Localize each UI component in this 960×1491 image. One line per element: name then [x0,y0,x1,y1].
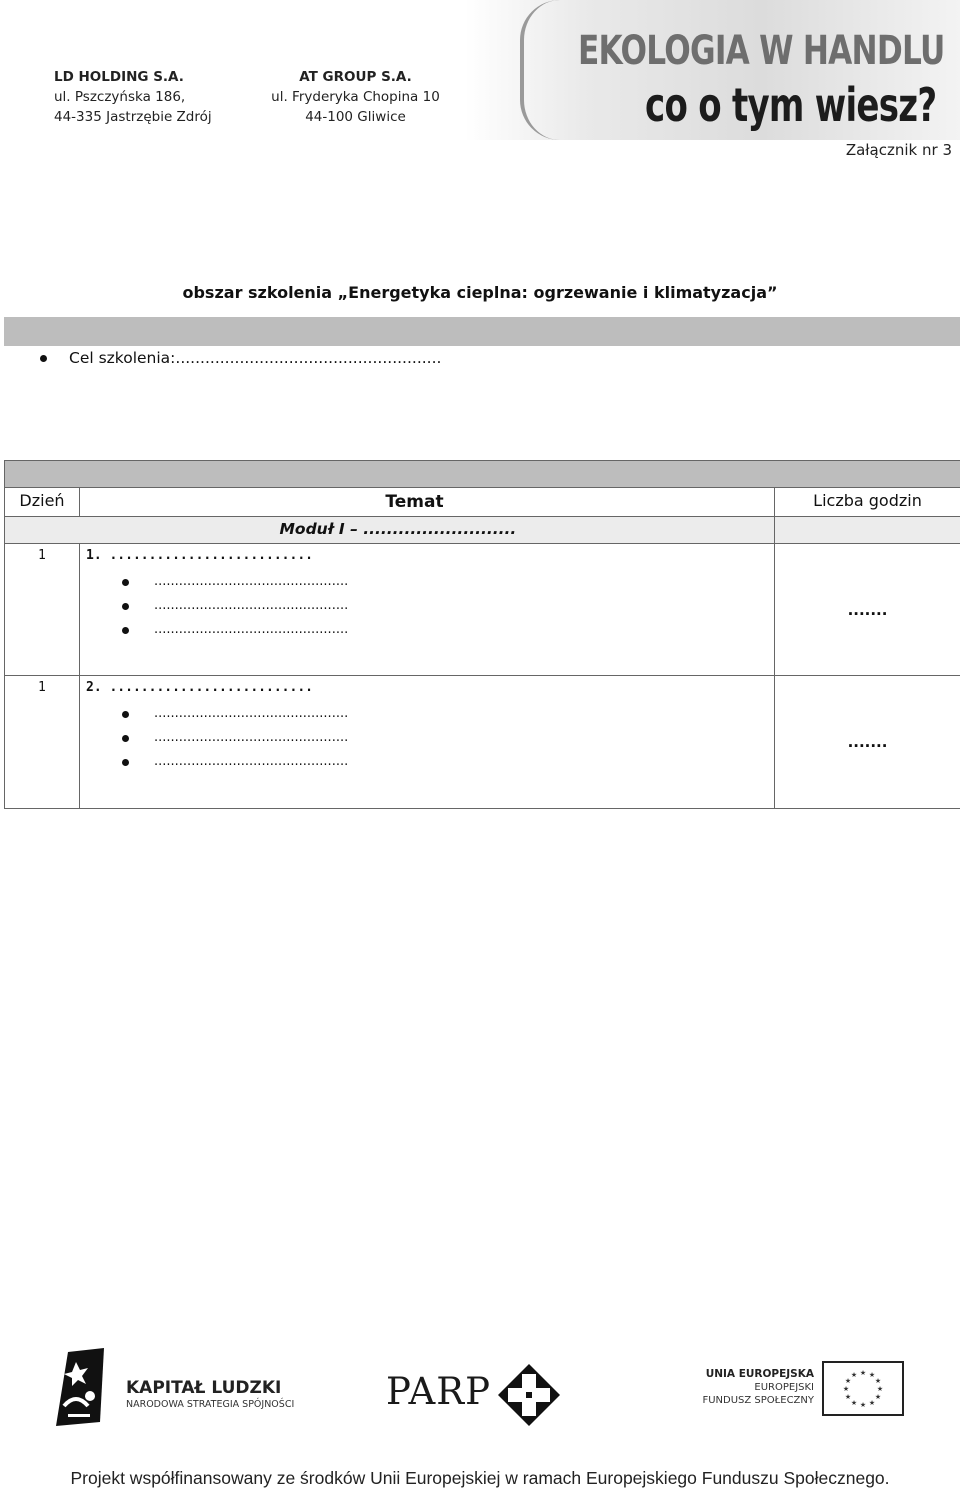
company-name-1: LD HOLDING S.A. [54,69,184,85]
svg-text:★: ★ [842,1386,850,1393]
company-street-1: ul. Pszczyńska 186, [54,89,186,105]
row-topic-cell [80,676,775,809]
eu-subtitle-2: FUNDUSZ SPOŁECZNY [702,1395,814,1406]
table-row [5,676,960,809]
funding-logos [0,1348,960,1428]
kapital-ludzki-logo-icon [54,1348,108,1426]
list-item: ............................................... [80,570,774,594]
company-address-2 [258,67,453,127]
list-item: ............................................... [80,726,774,750]
kapital-ludzki-title: KAPITAŁ LUDZKI [126,1378,282,1398]
svg-text:★: ★ [874,1378,882,1385]
svg-text:★: ★ [868,1400,876,1407]
schedule-table [4,460,960,809]
row-day: 1 [5,676,80,809]
training-goal [40,349,441,367]
header-hours: Liczba godzin [775,488,960,517]
company-street-2: ul. Fryderyka Chopina 10 [271,89,440,105]
header-topic: Temat [80,488,775,517]
header-day: Dzień [5,488,80,517]
table-header-row [5,488,960,517]
eu-subtitle-1: EUROPEJSKI [754,1382,814,1393]
row-hours: ....... [775,676,960,809]
training-goal-text: Cel szkolenia:...................................................... [69,349,442,367]
list-item: ............................................... [80,594,774,618]
logo-arc [520,0,564,140]
eu-title: UNIA EUROPEJSKA [705,1368,814,1380]
svg-text:★: ★ [850,1372,858,1379]
table-top-bar [5,461,960,488]
row-topic: 2. .......................... [86,680,313,695]
svg-text:★: ★ [859,1370,867,1377]
module-title: Moduł I – .......................... [80,517,775,544]
svg-text:★: ★ [859,1402,867,1409]
parp-logo-text: PARP [386,1370,491,1413]
svg-text:★: ★ [876,1386,884,1393]
bullet-icon [40,355,47,362]
document-title: obszar szkolenia „Energetyka cieplna: ogrzewanie i klimatyzacja” [182,283,778,302]
svg-text:★: ★ [868,1372,876,1379]
row-topic-cell [80,544,775,676]
row-day: 1 [5,544,80,676]
company-name-2: AT GROUP S.A. [299,69,412,85]
section-divider [4,317,960,346]
svg-text:★: ★ [850,1400,858,1407]
list-item: ............................................... [80,750,774,774]
company-address-1 [54,67,212,127]
parp-logo-icon [498,1364,560,1426]
module-row [5,517,960,544]
attachment-number: Załącznik nr 3 [845,141,952,159]
table-row [5,544,960,676]
svg-text:★: ★ [844,1378,852,1385]
row-topic: 1. .......................... [86,548,313,563]
row-hours: ....... [775,544,960,676]
svg-text:★: ★ [844,1394,852,1401]
kapital-ludzki-subtitle: NARODOWA STRATEGIA SPÓJNOŚCI [126,1399,295,1410]
project-logo-line1: EKOLOGIA W HANDLU [578,28,945,74]
list-item: ............................................... [80,618,774,642]
company-city-2: 44-100 Gliwice [305,109,406,125]
svg-text:★: ★ [874,1394,882,1401]
eu-flag-icon [822,1361,904,1416]
project-logo-line2: co o tym wiesz? [645,78,937,132]
list-item: ............................................... [80,702,774,726]
company-city-1: 44-335 Jastrzębie Zdrój [54,109,212,125]
footer-note: Projekt współfinansowany ze środków Unii Europejskiej w ramach Europejskiego Funduszu Społecznego. [70,1468,890,1488]
